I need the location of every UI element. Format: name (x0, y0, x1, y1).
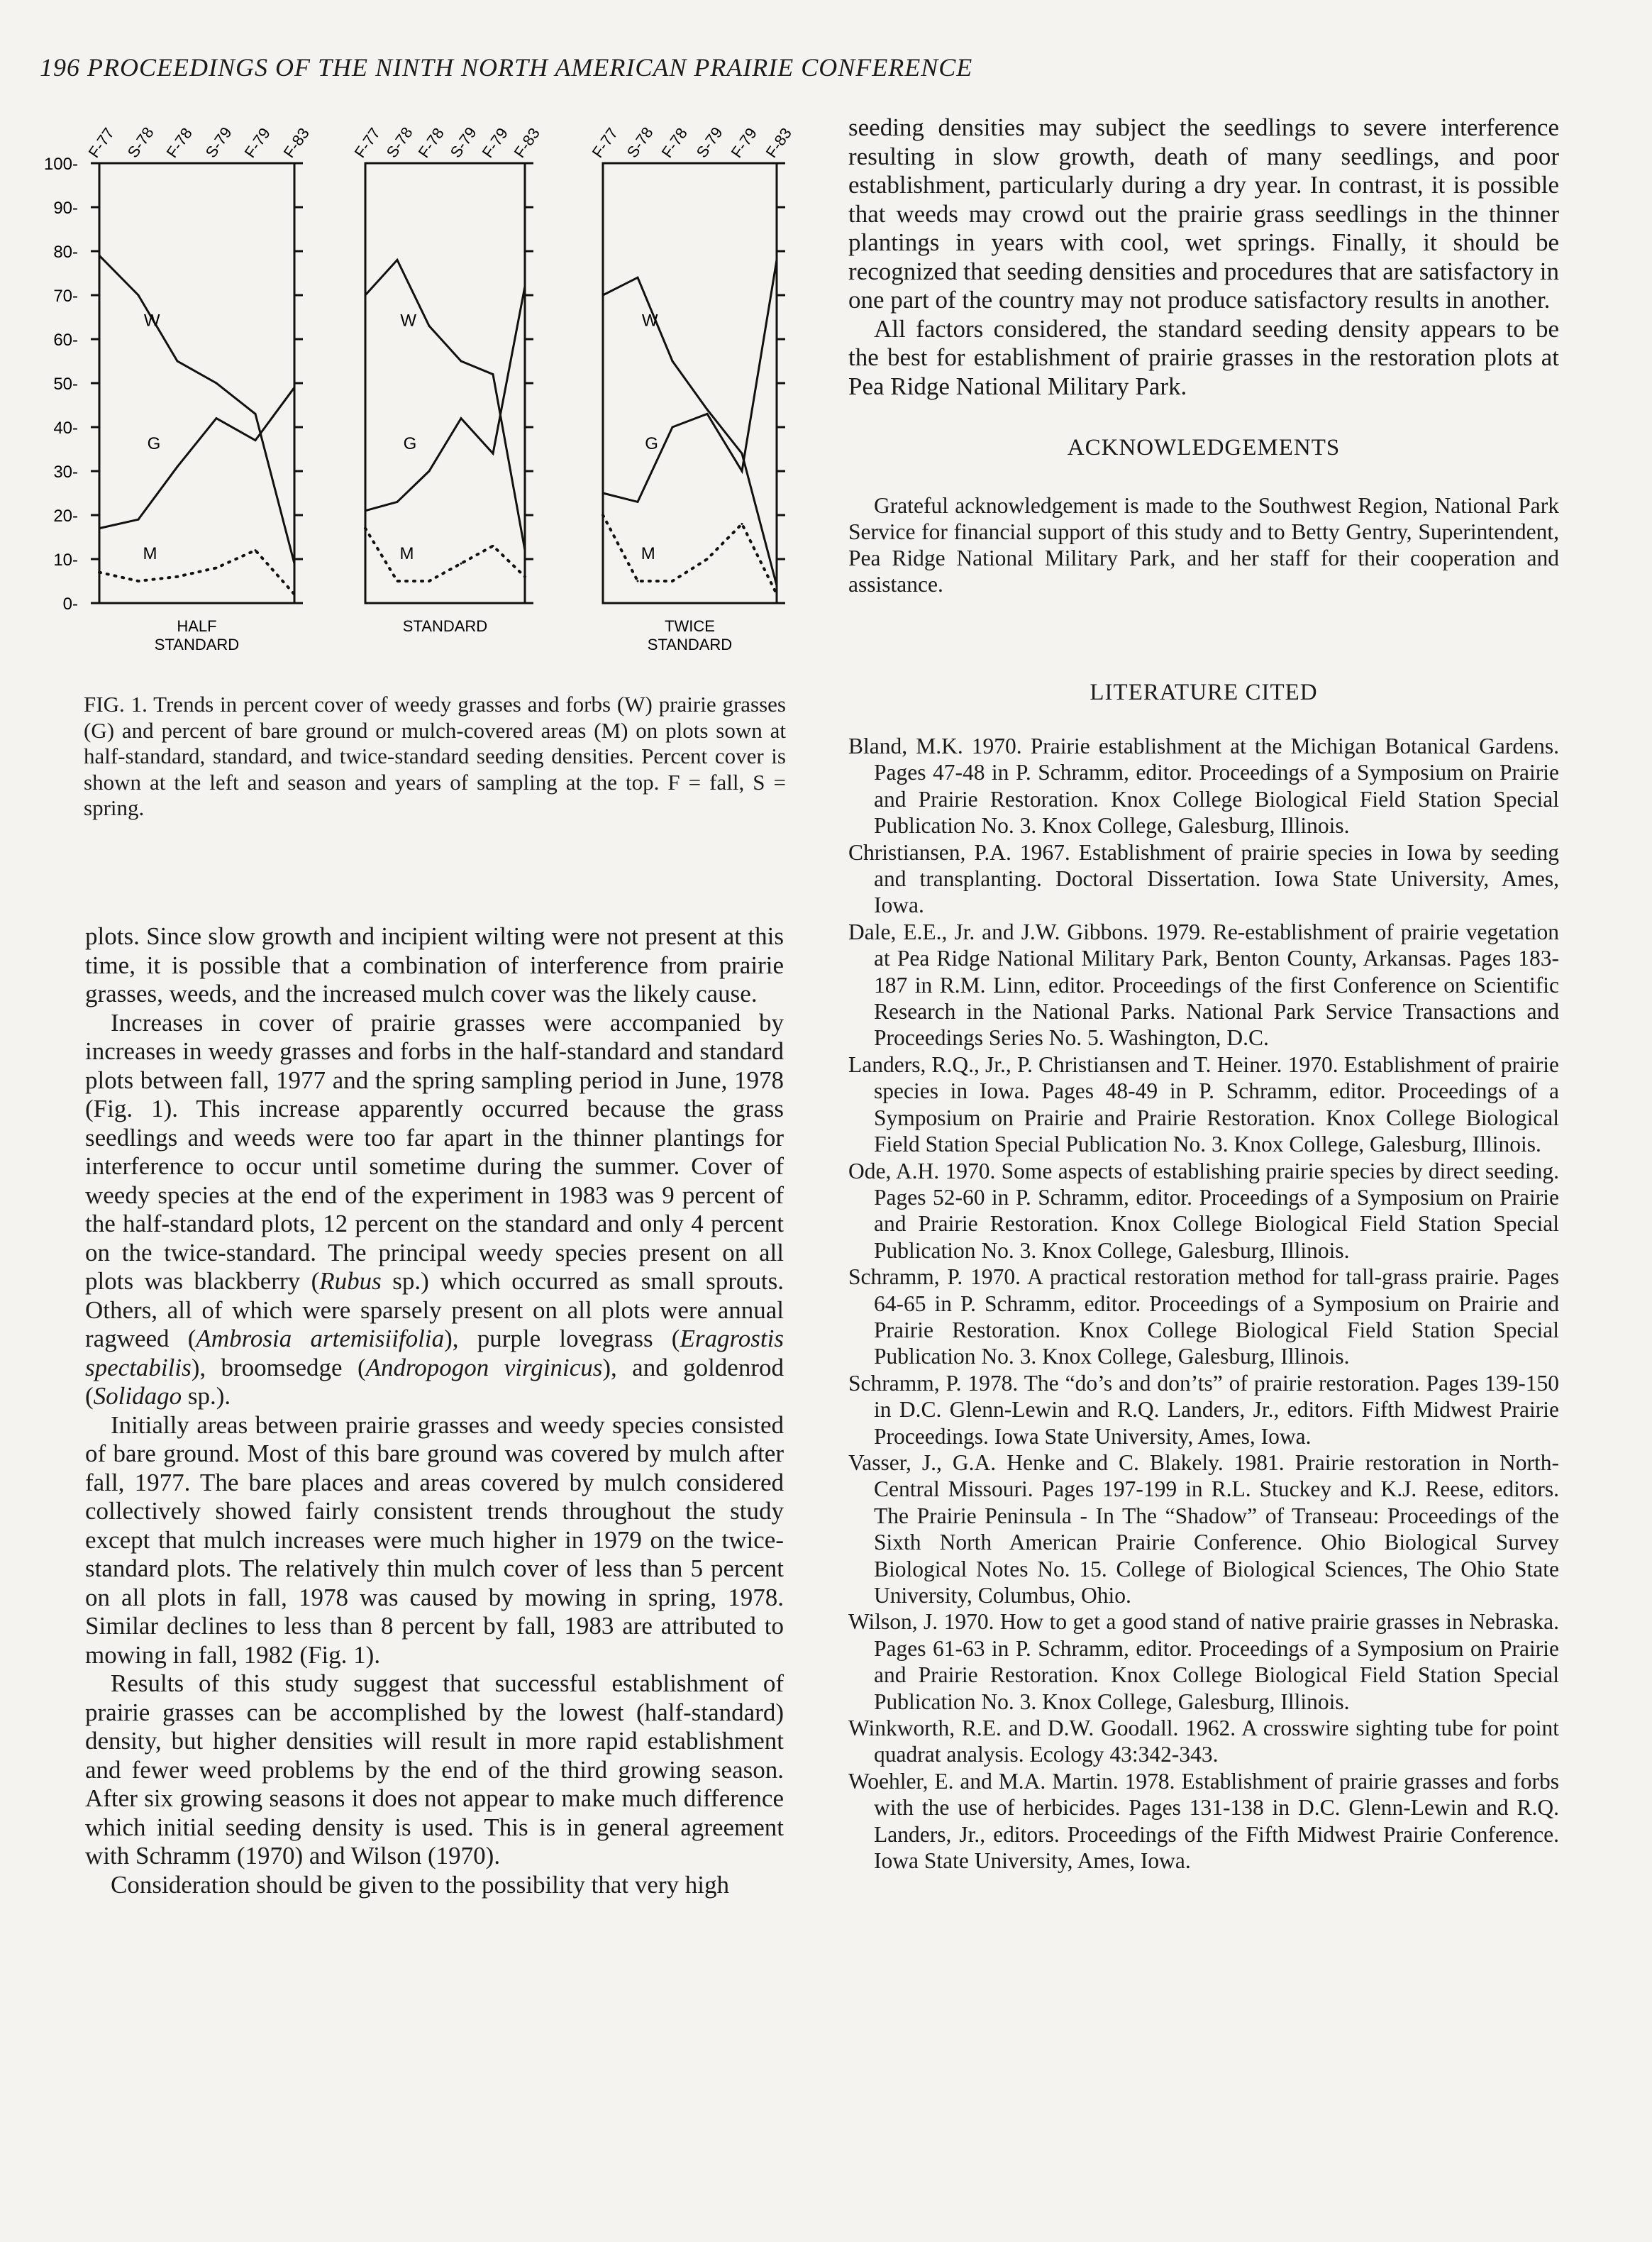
right-paragraph-1: seeding densities may subject the seedlings to severe interference resulting in slow growth, death of many seedlings, and poor establishment, particularly during a dry year. In contrast, it is possible that weeds may crowd out the prairie grass seedlings in the thinner plantings in years with cool, wet springs. Finally, it should be recognized that seeding densities and procedures that are satisfactory in one part of the country may not produce satisfactory results in another. (848, 114, 1559, 314)
season-label: S-79 (446, 123, 480, 161)
data-point-m (397, 580, 399, 582)
left-paragraph-5: Consideration should be given to the possibility that very high (111, 1870, 729, 1899)
data-point-m (492, 545, 494, 547)
data-point-g (365, 509, 367, 512)
season-label: F-78 (658, 124, 692, 161)
reference-item: Dale, E.E., Jr. and J.W. Gibbons. 1979. Re-establishment of prairie vegetation at Pea Ridge National Military Park, Benton County, Arkansas. Pages 183-187 in R.M. Linn, editor. Proceedings of the first Conference on Scientific Research in the National Parks. National Park Service Transactions and Proceedings Series No. 5. Washington, D.C. (848, 919, 1559, 1051)
reference-item: Bland, M.K. 1970. Prairie establishment at the Michigan Botanical Gardens. Pages 47-48 in P. Schramm, editor. Proceedings of a Symposium on Prairie and Prairie Restoration. Knox College Biological Field Station Special Publication No. 3. Knox College, Galesburg, Illinois. (848, 734, 1559, 839)
data-point-g (492, 453, 494, 455)
data-point-w (428, 325, 431, 327)
reference-item: Vasser, J., G.A. Henke and C. Blakely. 1981. Prairie restoration in North-Central Missouri. Pages 197-199 in R.L. Stuckey and K.J. Reese, editors. The Prairie Peninsula - In The “Shadow” of Transeau: Proceedings of the Sixth North American Prairie Conference. Ohio Biological Survey Biological Notes No. 15. College of Biological Sciences, The Ohio State University, Columbus, Ohio. (848, 1449, 1559, 1608)
y-tick-label: 30- (53, 463, 78, 482)
data-point-m (177, 575, 179, 578)
left-paragraph-2: Increases in cover of prairie grasses were accompanied by increases in weedy grasses and forbs in the half-standard and standard plots between fall, 1977 and the spring sampling period in June, 1978 (Fig. 1). This increase apparently occurred because the grass seedlings and weeds were too far apart in the thinner plantings for interference to occur until sometime during the summer. Cover of weedy species at the end of the experiment in 1983 was 9 percent of the half-standard plots, 12 percent on the standard and only 4 percent on the twice-standard. The principal weedy species present on all plots was blackberry (Rubus sp.) which occurred as small sprouts. Others, all of which were sparsely present on all plots were annual ragweed (Ambrosia artemisiifolia), purple lovegrass (Eragrostis spectabilis), broomsedge (Andropogon virginicus), and goldenrod (Solidago sp.). (85, 1008, 784, 1410)
series-line-g (99, 387, 294, 528)
series-line-w (99, 255, 294, 563)
data-point-m (524, 575, 526, 578)
reference-item: Ode, A.H. 1970. Some aspects of establishing prairie species by direct seeding. Pages 52-60 in P. Schramm, editor. Proceedings of a Symposium on Prairie and Prairie Restoration. Knox College Biological Field Station Special Publication No. 3. Knox College, Galesburg, Illinois. (848, 1158, 1559, 1263)
y-tick-label: 20- (53, 507, 78, 526)
season-label: F-77 (350, 124, 384, 161)
data-point-w (138, 294, 140, 297)
y-tick-label: 10- (53, 551, 78, 570)
reference-item: Christiansen, P.A. 1967. Establishment of prairie species in Iowa by seeding and transplanting. Doctoral Dissertation. Iowa State University, Ames, Iowa. (848, 839, 1559, 918)
season-label: F-77 (588, 124, 622, 161)
left-column (85, 922, 784, 1899)
data-point-w (776, 585, 778, 587)
data-point-g (741, 470, 743, 473)
season-label: S-78 (382, 123, 416, 161)
acknowledgements-text: Grateful acknowledgement is made to the Southwest Region, National Park Service for financial support of this study and to Betty Gentry, Superintendent, Pea Ridge National Military Park, and her staff for their cooperation and assistance. (848, 493, 1559, 597)
panel-label: STANDARD (402, 617, 488, 635)
series-label-w: W (641, 311, 658, 331)
data-point-g (177, 465, 179, 468)
data-point-g (216, 417, 218, 419)
data-point-m (99, 571, 101, 573)
series-label-m: M (143, 544, 157, 563)
data-point-w (216, 382, 218, 385)
data-point-w (524, 549, 526, 551)
season-label: F-79 (478, 124, 512, 161)
reference-item: Landers, R.Q., Jr., P. Christiansen and T. Heiner. 1970. Establishment of prairie species in Iowa. Pages 48-49 in P. Schramm, editor. Proceedings of a Symposium on Prairie and Prairie Restoration. Knox College Biological Field Station Special Publication No. 3. Knox College, Galesburg, Illinois. (848, 1051, 1559, 1157)
series-label-w: W (400, 311, 417, 331)
panel-frame (365, 163, 525, 603)
data-point-m (602, 514, 604, 517)
data-point-g (776, 259, 778, 261)
season-label: S-78 (623, 123, 657, 161)
series-line-g (603, 260, 777, 502)
left-paragraph-1: plots. Since slow growth and incipient wilting were not present at this time, it is possible that a combination of interference from prairie grasses, weeds, and the increased mulch cover was the likely cause. (85, 922, 784, 1007)
data-point-w (255, 413, 257, 415)
panel-frame (603, 163, 777, 603)
data-point-w (637, 277, 639, 279)
season-label: F-83 (510, 124, 544, 161)
data-point-g (294, 387, 296, 389)
left-paragraph-3: Initially areas between prairie grasses and weedy species consisted of bare ground. Most of this bare ground was covered by mulch after fall, 1977. The bare places and areas covered by mulch considered collectively showed fairly consistent trends throughout the study except that mulch increases were much higher in 1979 on the twice-standard plots. The relatively thin mulch cover of less than 5 percent on all plots in fall, 1978 was caused by mowing in spring, 1978. Similar declines to less than 8 percent by fall, 1983 are attributed to mowing in fall, 1982 (Fig. 1). (85, 1410, 784, 1669)
data-point-g (138, 519, 140, 521)
panel-label: TWICE (665, 617, 715, 635)
reference-item: Woehler, E. and M.A. Martin. 1978. Establishment of prairie grasses and forbs with the use of herbicides. Pages 131-138 in D.C. Glenn-Lewin and R.Q. Landers, Jr., editors. Proceedings of the Fifth Midwest Prairie Conference. Iowa State University, Ames, Iowa. (848, 1768, 1559, 1874)
page-header: 196 PROCEEDINGS OF THE NINTH NORTH AMERICAN PRAIRIE CONFERENCE (40, 53, 973, 82)
data-point-m (776, 593, 778, 595)
y-tick-label: 80- (53, 243, 78, 262)
season-label: F-78 (162, 124, 196, 161)
data-point-w (460, 360, 462, 363)
series-line-g (365, 287, 525, 511)
literature-cited-heading: LITERATURE CITED (1090, 680, 1318, 705)
data-point-g (672, 426, 674, 429)
series-label-g: G (147, 434, 161, 453)
data-point-m (294, 593, 296, 595)
panel-label: STANDARD (154, 636, 240, 653)
season-label: F-78 (414, 124, 448, 161)
y-tick-label: 0- (62, 595, 78, 614)
series-line-m (99, 551, 294, 595)
data-point-m (672, 580, 674, 582)
series-line-w (365, 260, 525, 550)
data-point-g (99, 527, 101, 529)
reference-item: Schramm, P. 1970. A practical restoration method for tall-grass prairie. Pages 64-65 in P. Schramm, editor. Proceedings of a Symposium on Prairie and Prairie Restoration. Knox College Biological Field Station Special Publication No. 3. Knox College, Galesburg, Illinois. (848, 1264, 1559, 1369)
series-label-g: G (645, 434, 658, 453)
data-point-g (460, 417, 462, 419)
panel-frame (99, 163, 294, 603)
data-point-m (706, 558, 709, 560)
data-point-w (294, 563, 296, 565)
data-point-w (177, 360, 179, 363)
left-paragraph-4: Results of this study suggest that successful establishment of prairie grasses can be accomplished by the lowest (half-standard) density, but higher densities will result in more rapid establishment and fewer weed problems by the end of the third growing season. After six growing seasons it does not appear to make much difference which initial seeding density is used. This is in general agreement with Schramm (1970) and Wilson (1970). (85, 1669, 784, 1870)
data-point-g (255, 439, 257, 441)
data-point-w (99, 255, 101, 257)
season-label: F-77 (84, 124, 118, 161)
data-point-m (428, 580, 431, 582)
data-point-w (602, 294, 604, 297)
series-label-w: W (143, 311, 160, 331)
series-line-m (603, 515, 777, 595)
data-point-g (428, 470, 431, 473)
season-label: F-79 (240, 124, 275, 161)
season-label: F-83 (279, 124, 314, 161)
right-paragraph-2: All factors considered, the standard seeding density appears to be the best for establishment of prairie grasses in the restoration plots at Pea Ridge National Military Park. (848, 314, 1559, 400)
data-point-m (460, 563, 462, 565)
data-point-g (602, 492, 604, 495)
season-label: F-79 (727, 124, 761, 161)
y-tick-label: 40- (53, 419, 78, 438)
series-line-m (365, 529, 525, 581)
y-tick-label: 60- (53, 331, 78, 350)
data-point-m (365, 527, 367, 529)
data-point-w (672, 360, 674, 363)
data-point-w (365, 294, 367, 297)
data-point-m (216, 567, 218, 569)
season-label: F-83 (762, 124, 796, 161)
data-point-m (138, 580, 140, 582)
panel-label: HALF (177, 617, 217, 635)
panel-label: STANDARD (647, 636, 733, 653)
season-label: S-79 (201, 123, 235, 161)
data-point-g (524, 285, 526, 287)
reference-item: Schramm, P. 1978. The “do’s and don’ts” of prairie restoration. Pages 139-150 in D.C. Glenn-Lewin and R.Q. Landers, Jr., editors. Fifth Midwest Prairie Proceedings. Iowa State University, Ames, Iowa. (848, 1370, 1559, 1449)
figure-caption: FIG. 1. Trends in percent cover of weedy grasses and forbs (W) prairie grasses (G) and percent of bare ground or mulch-covered areas (M) on plots sown at half-standard, standard, and twice-standard seeding densities. Percent cover is shown at the left and season and years of sampling at the top. F = fall, S = spring. (84, 692, 786, 820)
series-label-m: M (641, 544, 655, 563)
data-point-m (637, 580, 639, 582)
figure-1-chart (43, 99, 796, 667)
reference-list (848, 733, 1559, 1874)
right-column (848, 114, 1559, 1874)
acknowledgements-heading: ACKNOWLEDGEMENTS (1067, 435, 1341, 460)
data-point-w (492, 373, 494, 375)
y-tick-label: 50- (53, 375, 78, 394)
data-point-m (741, 523, 743, 525)
season-label: S-79 (692, 123, 726, 161)
reference-item: Winkworth, R.E. and D.W. Goodall. 1962. A crosswire sighting tube for point quadrat analysis. Ecology 43:342-343. (848, 1716, 1559, 1767)
data-point-w (706, 409, 709, 411)
season-label: S-78 (123, 123, 157, 161)
data-point-g (706, 413, 709, 415)
data-point-w (741, 453, 743, 455)
data-point-w (397, 259, 399, 261)
series-label-m: M (399, 544, 414, 563)
series-label-g: G (403, 434, 417, 453)
data-point-m (255, 549, 257, 551)
data-point-g (397, 501, 399, 503)
y-tick-label: 90- (53, 199, 78, 218)
data-point-g (637, 501, 639, 503)
y-tick-label: 100- (43, 155, 78, 174)
reference-item: Wilson, J. 1970. How to get a good stand of native prairie grasses in Nebraska. Pages 61-63 in P. Schramm, editor. Proceedings of a Symposium on Prairie and Prairie Restoration. Knox College Biological Field Station Special Publication No. 3. Knox College, Galesburg, Illinois. (848, 1609, 1559, 1714)
y-tick-label: 70- (53, 287, 78, 306)
